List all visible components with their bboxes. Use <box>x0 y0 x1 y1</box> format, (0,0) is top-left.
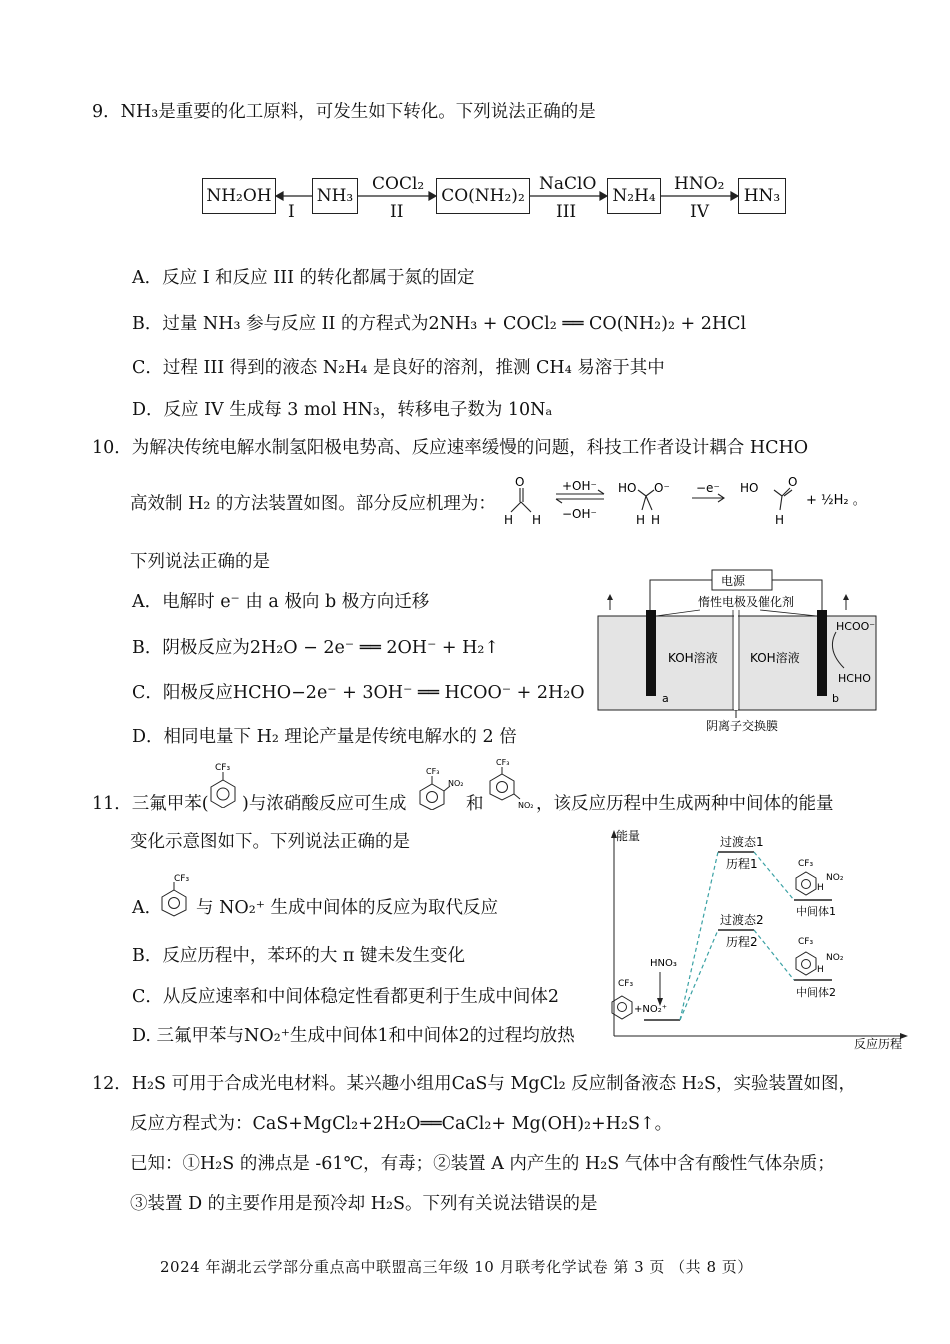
flow-reagent-cocl2: COCl₂ <box>372 174 425 194</box>
meta-nitro-structure <box>486 756 536 812</box>
int2-cf3-label: CF₃ <box>798 937 814 947</box>
mech-minus-e: −e⁻ <box>696 481 720 495</box>
q11-option-a-text: 与 NO₂⁺ 生成中间体的反应为取代反应 <box>196 898 499 918</box>
int2-no2-label: NO₂ <box>826 953 844 963</box>
q11-stem-b: )与浓硝酸反应可生成 <box>242 794 407 814</box>
hno3-label: HNO₃ <box>650 958 677 969</box>
ts2-label: 过渡态2 <box>720 913 764 927</box>
q12-line-1: 12．H₂S 可用于合成光电材料。某兴趣小组用CaS与 MgCl₂ 反应制备液态 H₂S，实验装置如图， <box>92 1074 856 1094</box>
q11-stem-c: 和 <box>466 794 484 814</box>
no2-label-2: NO₂ <box>518 801 534 810</box>
energy-x-label: 反应历程 <box>854 1037 903 1051</box>
ts1-label: 过渡态1 <box>720 835 764 849</box>
q10-stem-3: 下列说法正确的是 <box>130 552 270 572</box>
trifluorotoluene-structure <box>205 760 241 808</box>
start-no2-label: +NO₂⁺ <box>634 1004 668 1015</box>
q12-line-4: ③装置 D 的主要作用是预冷却 H₂S。下列有关说法错误的是 <box>130 1194 598 1214</box>
page-footer: 2024 年湖北云学部分重点高中联盟高三年级 10 月联考化学试卷 第 3 页 （共 8 页） <box>160 1258 753 1276</box>
q11-stem-a: 11．三氟甲苯( <box>92 794 209 814</box>
mech-ho: HO <box>618 481 637 495</box>
q10-stem-2: 高效制 H₂ 的方法装置如图。部分反应机理为： <box>130 494 496 514</box>
q12-line-3: 已知：①H₂S 的沸点是 -61℃，有毒；②装置 A 内产生的 H₂S 气体中含有酸性气体杂质； <box>130 1154 835 1174</box>
option-a-benzene-structure <box>158 872 194 918</box>
hcoo-label: HCOO⁻ <box>836 620 876 633</box>
q11-stem-d: ，该反应历程中生成两种中间体的能量 <box>536 794 834 814</box>
mech-h-3: H <box>636 513 646 527</box>
q10-option-c: C．阳极反应HCHO−2e⁻ + 3OH⁻ ══ HCOO⁻ + 2H₂O <box>132 683 585 703</box>
flow-label-ii: II <box>390 202 404 222</box>
mech-minus-oh: −OH⁻ <box>562 507 597 521</box>
start-cf3-label: CF₃ <box>618 979 634 989</box>
int1-label: 中间体1 <box>796 905 836 918</box>
electrode-label: 惰性电极及催化剂 <box>698 595 795 609</box>
electrode-b-label: b <box>832 692 839 705</box>
cf3-label-2: CF₃ <box>426 767 440 776</box>
q11-option-c: C．从反应速率和中间体稳定性看都更利于生成中间体2 <box>132 987 560 1007</box>
mech-h-5: H <box>775 513 785 527</box>
path1-label: 历程1 <box>726 857 758 871</box>
power-label: 电源 <box>721 574 746 588</box>
int2-h-label: H <box>817 965 824 975</box>
int1-h-label: H <box>817 883 824 893</box>
energy-y-label: 能量 <box>616 829 641 843</box>
q10-option-d: D．相同电量下 H₂ 理论产量是传统电解水的 2 倍 <box>132 727 517 747</box>
cf3-label-3: CF₃ <box>496 758 510 767</box>
flow-reagent-hno2: HNO₂ <box>674 174 725 194</box>
mech-o-minus: O⁻ <box>654 481 670 495</box>
q12-line-2: 反应方程式为：CaS+MgCl₂+2H₂O══CaCl₂+ Mg(OH)₂+H₂S↑。 <box>130 1114 673 1134</box>
int1-no2-label: NO₂ <box>826 873 844 883</box>
q10-mechanism <box>496 468 876 532</box>
mech-plus-oh: +OH⁻ <box>562 479 597 493</box>
q10-stem-1: 10．为解决传统电解水制氢阳极电势高、反应速率缓慢的问题，科技工作者设计耦合 HCHO <box>92 438 809 458</box>
energy-profile-diagram <box>604 826 914 1052</box>
flow-box-nh3: NH₃ <box>312 178 358 214</box>
q9-option-a: A．反应 I 和反应 III 的转化都属于氮的固定 <box>132 268 475 288</box>
q9-option-d: D．反应 IV 生成每 3 mol HN₃，转移电子数为 10Nₐ <box>132 400 553 420</box>
left-solution-label: KOH溶液 <box>668 651 718 665</box>
flow-box-urea: CO(NH₂)₂ <box>436 178 530 214</box>
mech-h-4: H <box>651 513 661 527</box>
mech-o: O <box>515 475 525 489</box>
q9-option-b: B．过量 NH₃ 参与反应 II 的方程式为2NH₃ + COCl₂ ══ CO(NH₂)₂ + 2HCl <box>132 314 747 334</box>
path2-label: 历程2 <box>726 935 758 949</box>
cf3-label-4: CF₃ <box>174 874 190 884</box>
q11-option-b: B．反应历程中，苯环的大 π 键未发生变化 <box>132 946 465 966</box>
q11-option-a-prefix: A． <box>132 898 163 918</box>
q11-stem-2: 变化示意图如下。下列说法正确的是 <box>130 832 410 852</box>
electrolysis-cell-diagram <box>590 566 890 736</box>
mech-o-2: O <box>788 475 798 489</box>
flow-box-n2h4: N₂H₄ <box>607 178 661 214</box>
flow-label-iii: III <box>556 202 577 222</box>
q11-option-d: D. 三氟甲苯与NO₂⁺生成中间体1和中间体2的过程均放热 <box>132 1026 575 1046</box>
flow-box-nh2oh: NH₂OH <box>202 178 276 214</box>
q10-option-a: A．电解时 e⁻ 由 a 极向 b 极方向迁移 <box>132 592 430 612</box>
right-solution-label: KOH溶液 <box>750 651 800 665</box>
flow-label-iv: IV <box>690 202 709 222</box>
mech-half-h2: + ½H₂ 。 <box>806 493 866 508</box>
q10-option-b: B．阴极反应为2H₂O − 2e⁻ ══ 2OH⁻ + H₂↑ <box>132 638 500 658</box>
flow-label-i: I <box>288 202 295 222</box>
mech-ho-2: HO <box>740 481 759 495</box>
hcho-label: HCHO <box>838 672 871 685</box>
ortho-nitro-structure <box>418 764 466 810</box>
membrane-label: 阴离子交换膜 <box>706 719 779 733</box>
flow-box-hn3: HN₃ <box>738 178 786 214</box>
no2-label: NO₂ <box>448 779 464 788</box>
cf3-label: CF₃ <box>215 763 231 773</box>
mech-h-right: H <box>532 513 542 527</box>
flow-arrows <box>0 0 950 260</box>
q9-stem: 9．NH₃是重要的化工原料，可发生如下转化。下列说法正确的是 <box>92 102 596 122</box>
int2-label: 中间体2 <box>796 986 836 999</box>
q9-option-c: C．过程 III 得到的液态 N₂H₄ 是良好的溶剂，推测 CH₄ 易溶于其中 <box>132 358 665 378</box>
electrode-a-label: a <box>662 692 669 705</box>
mech-h-left: H <box>504 513 514 527</box>
flow-reagent-naclo: NaClO <box>539 174 597 194</box>
int1-cf3-label: CF₃ <box>798 859 814 869</box>
